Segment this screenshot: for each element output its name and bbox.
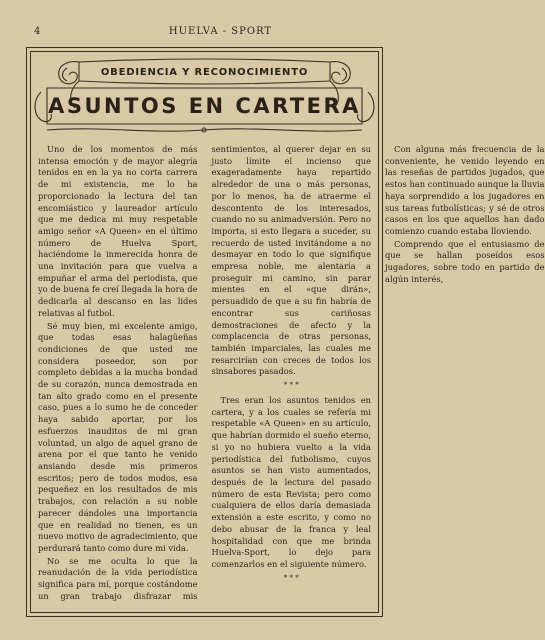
article-paragraph: No se me oculta lo que la reanudación de la vida periodística significa para mí, porque costándome un gran trabajo disfrazar mis sentimientos, al querer dejar en su justo límite el incienso que exageradamente haya repartido alrededor de una o más personas, por lo menos, ha de atraerme el descontento de los interesados, cuando no su animadversión. Pero no importa, si esto llegara a suceder, su recuerdo de usted invitándome a no desmayar en todo lo que signifique empresa noble, me alentaría a proseguir mi camino, sin parar mientes en el «que dirán», persuadido de que a su fin habría de encontrar sus cariñosas demostraciones de afecto y la complacencia de otras personas, también imparciales, las cuales me resarcirían con creces de todos los sinsabores pasados. [38, 144, 371, 601]
article-headline: ASUNTOS EN CARTERA [48, 94, 361, 118]
article-frame [26, 47, 545, 617]
article-paragraph: Comprendo que el entusiasmo de que se hallan poseídos esos jugadores, sobre todo en partido de algún interés, [385, 238, 545, 284]
article-paragraph: Uno de los momentos de más intensa emoción y de mayor alegría tenidos en en la ya no corta carrera de mi existencia, me lo ha proporcionado la lectura del tan encomiástico y laureador artículo que me dedica mi muy respetable amigo señor «A Queen» en el último número de Huelva Sport, haciéndome la inmerecida honra de una invitación para que vuelva a empuñar el arma del periodista, que yo de buena fe creí llegada la hora de dedicarla al descanso en las lides relativas al futbol. [38, 144, 198, 318]
magazine-title: HUELVA - SPORT [168, 26, 273, 37]
article-paragraph: Con alguna más frecuencia de la conveniente, he venido leyendo en las reseñas de partidos jugados, que estos han continuado aunque la lluvia haya sorprendido a los jugadores en sus tareas futbolísticas; y sé de otros casos en los que aquellos han dado comienzo cuando estaba lloviendo. [385, 144, 545, 236]
article-body [38, 144, 545, 607]
section-separator: * * * [283, 381, 299, 390]
section-separator: * * * [283, 573, 299, 582]
running-head [34, 26, 407, 40]
art-nouveau-header-ornament [27, 48, 382, 136]
article-kicker: OBEDIENCIA Y RECONOCIMIENTO [100, 67, 309, 78]
article-paragraph: Tres eran los asuntos tenidos en cartera, y a los cuales se refería mi respetable «A Queen» en su artículo, que habrían dormido el sueño eterno, si yo no hubiera vuelto a la vida periodística del futbolismo, cuyos asuntos se han visto aumentados, después de la lectura del pasado número de esta Revista; pero como cualquiera de ellos daría demasiada extensión a este escrito, y como no debo abusar de la franca y leal hospitalidad con que me brinda Huelva-Sport, lo dejo para comenzarlos en el siguiente número. [211, 395, 371, 569]
article-paragraph: Sé muy bien, mi excelente amigo, que todas esas halagüeñas condiciones de que usted me considera poseedor, son por completo debidas a la mucha bondad de su corazón, nunca demostrada en tan alto grado como en el presente caso, pues a lo sumo he de conceder haya sabido aportar, por los esfuerzos inauditos de mi gran voluntad, un algo de aquel grano de arena por el que tanto he venido ansiando desde mis primeros escritos; pero de todos modos, esa pequeñez en los resultados de mis trabajos, con relación a su noble parecer dándoles una importancia que en realidad no tienen, es un nuevo motivo de agradecimiento, que perdurará tanto como dure mi vida. [38, 320, 198, 553]
page-number: 4 [34, 26, 41, 37]
